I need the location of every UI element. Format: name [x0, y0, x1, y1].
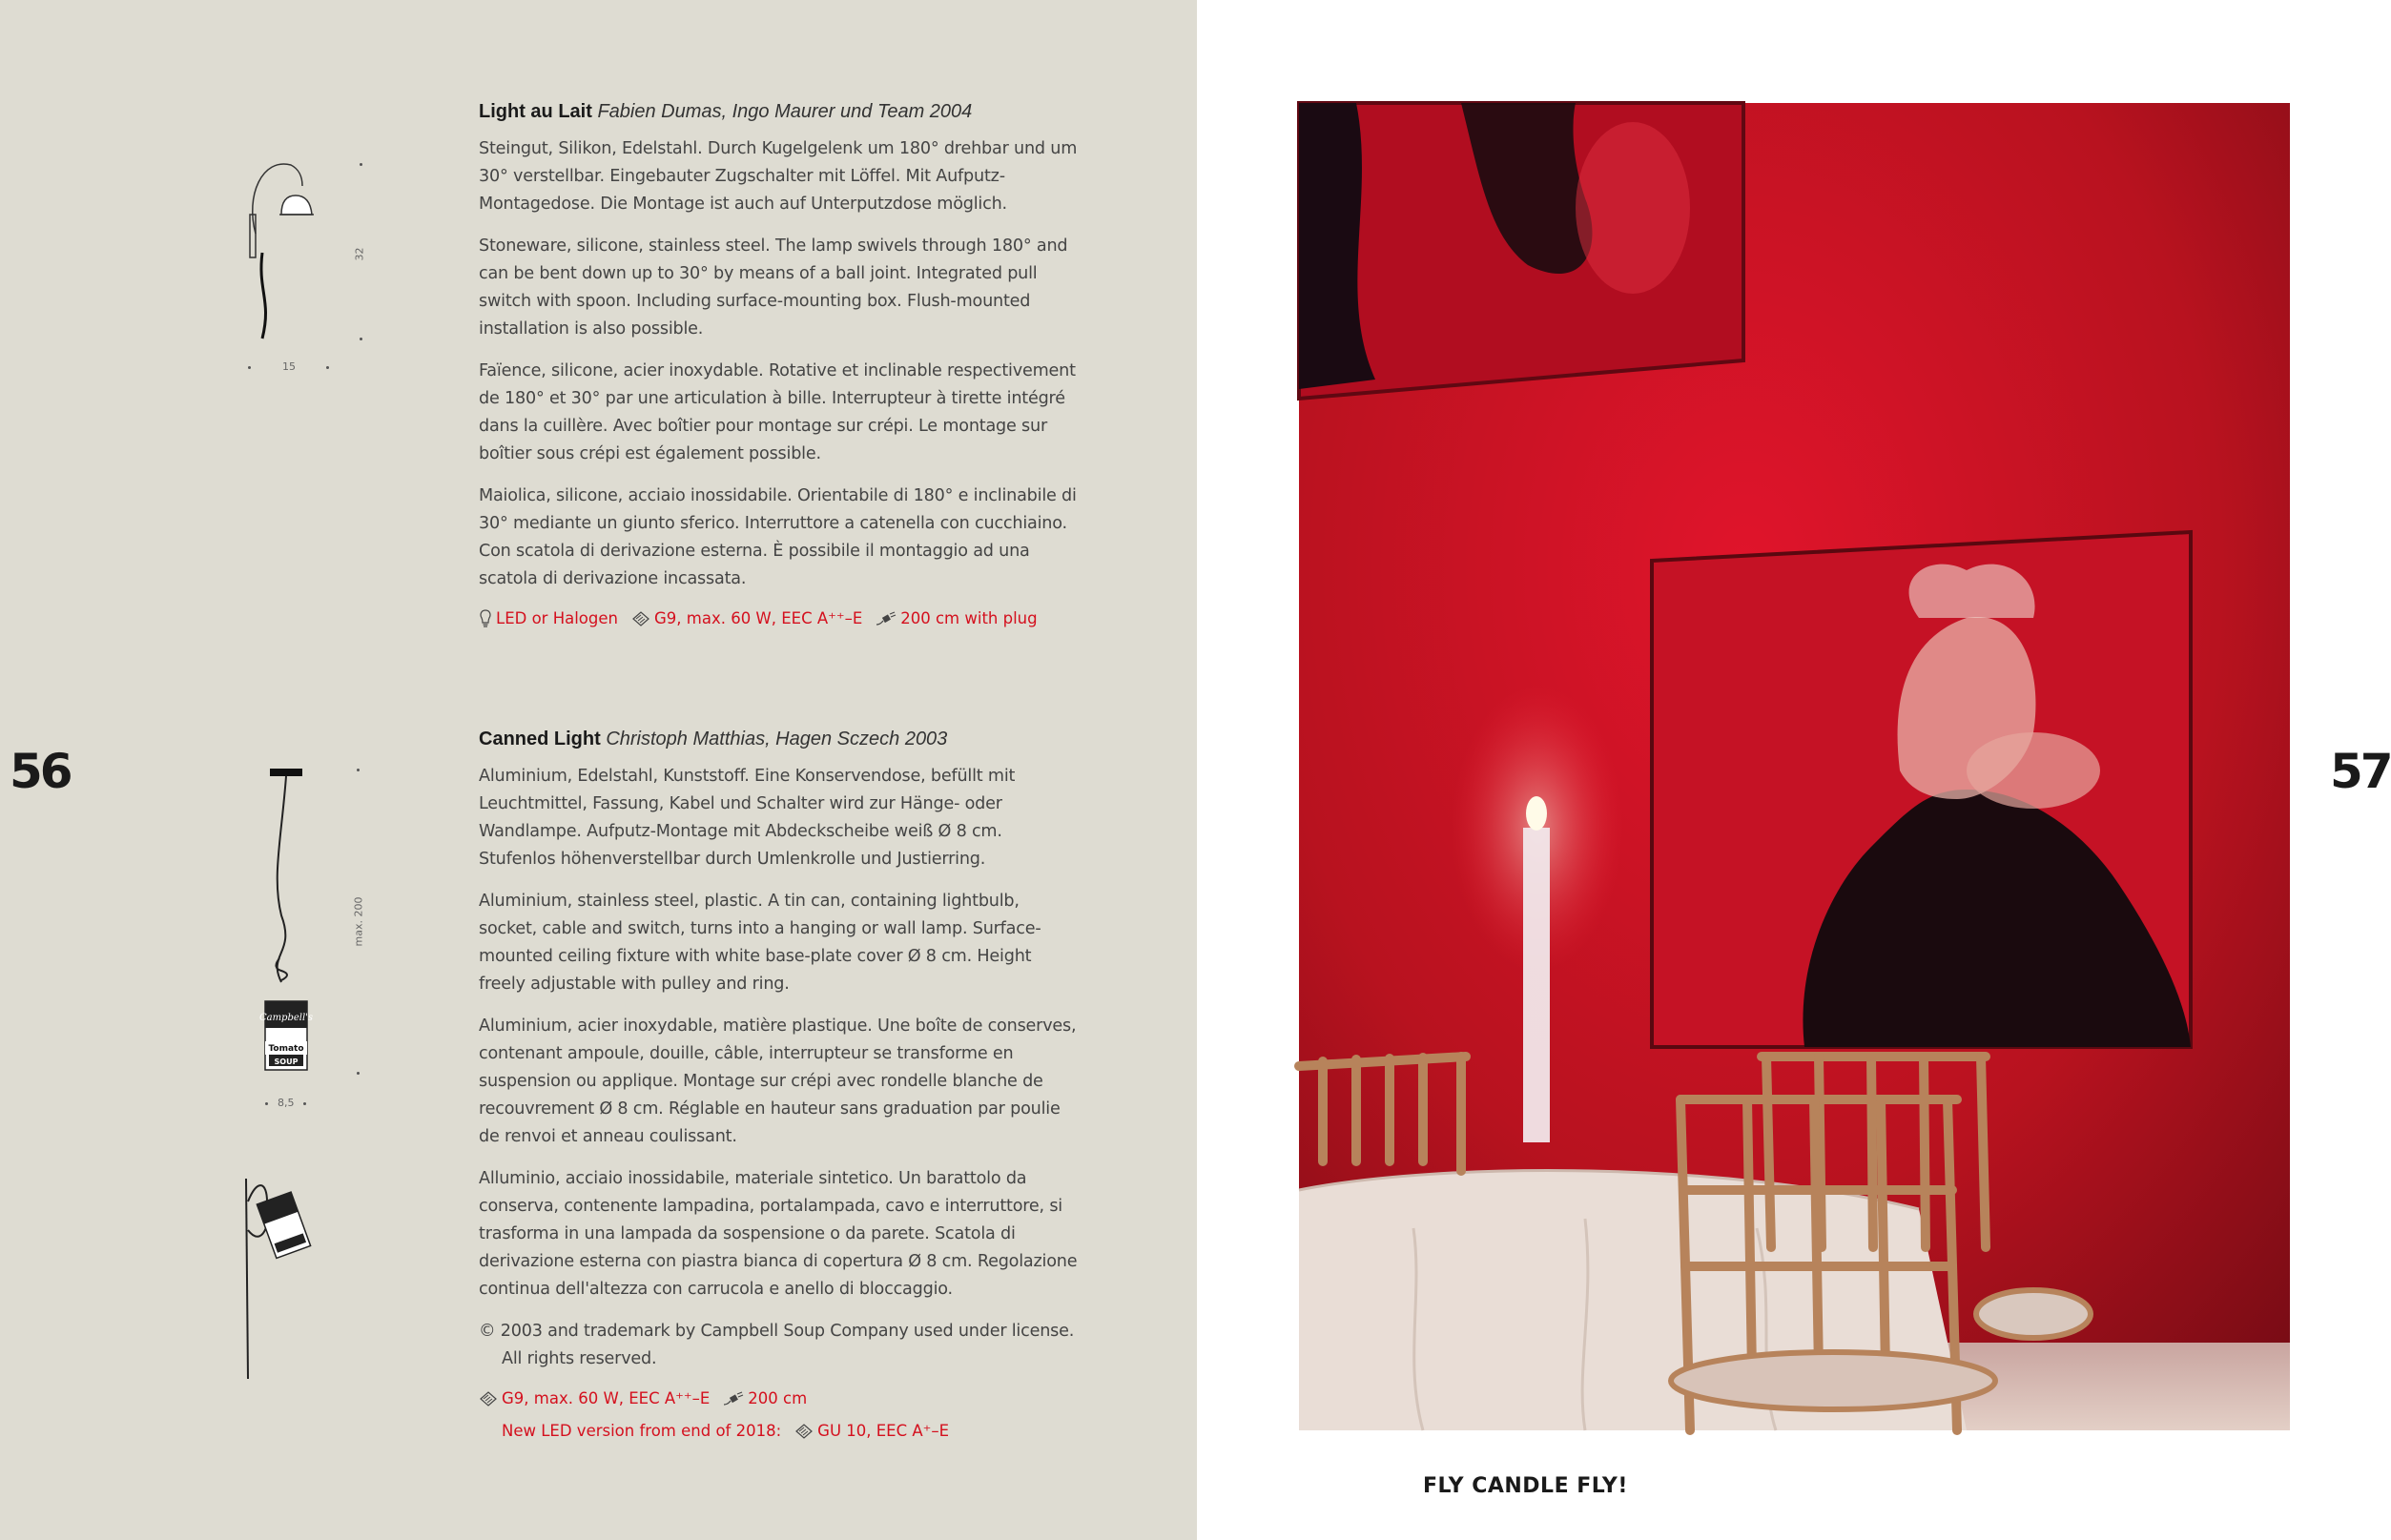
dim-dot: [303, 1102, 306, 1105]
product-entry-canned-light: [479, 727, 1082, 1443]
description-en: Aluminium, stainless steel, plastic. A tin can, containing lightbulb, socket, cable and switch, turns into a hanging or wall lamp. Surface-mounted ceiling fixture with white base-plate cover Ø 8 cm. Height freely adjustable with pulley and ring.: [479, 892, 1041, 994]
bulb-icon: [479, 609, 492, 628]
spec-led-socket: [794, 1420, 949, 1443]
dimension-width: 8,5: [278, 1097, 295, 1109]
spec-led-line: [479, 1420, 1082, 1443]
spec-led-socket-text: GU 10, EEC A⁺–E: [817, 1422, 950, 1440]
spec-cable: [876, 607, 1037, 630]
description-de: Steingut, Silikon, Edelstahl. Durch Kugelgelenk um 180° drehbar und um 30° verstellbar. Eingebauter Zugschalter mit Löffel. Mit Aufputz-Montagedose. Die Montage ist auch auf Unterputzdose möglich.: [479, 139, 1078, 214]
socket-icon: [794, 1423, 814, 1440]
copyright-note: © 2003 and trademark by Campbell Soup Company used under license. All rights reserved.: [479, 1322, 1075, 1368]
spec-line: [479, 607, 1082, 630]
product-designers: Christoph Matthias, Hagen Sczech 2003: [606, 729, 948, 749]
can-label-top: Campbell's: [258, 1013, 314, 1023]
spec-socket: [631, 607, 862, 630]
photo-caption: FLY CANDLE FLY!: [1423, 1474, 1628, 1498]
description-de: Aluminium, Edelstahl, Kunststoff. Eine Konservendose, befüllt mit Leuchtmittel, Fassung, Kabel und Schalter wird zur Hänge- oder Wandlampe. Aufputz-Montage mit Abdeckscheibe weiß Ø 8 cm. Stufenlos höhenverstellbar durch Umlenkrolle und Justierring.: [479, 767, 1016, 869]
description-it: Alluminio, acciaio inossidabile, materiale sintetico. Un barattolo da conserva, contenente lampadina, portalampada, cavo e interruttore, si trasforma in una lampada da sospensione o da parete. Scatola di derivazione esterna con piastra bianca di copertura Ø 8 cm. Regolazione continua dell'altezza con carrucola e anello di bloccaggio.: [479, 1169, 1078, 1299]
spec-lamp-text: LED or Halogen: [496, 609, 618, 627]
page-number-right: 57: [2330, 744, 2391, 799]
product-title-line: [479, 727, 1082, 751]
dimension-height: 32: [353, 247, 366, 261]
can-label-mid: Tomato: [268, 1044, 304, 1054]
dimension-width: 15: [282, 360, 296, 373]
spec-socket-text: G9, max. 60 W, EEC A⁺⁺–E: [502, 1389, 711, 1407]
description-it: Maiolica, silicone, acciaio inossidabile. Orientabile di 180° e inclinabile di 30° mediante un giunto sferico. Interruttore a catenella con cucchiaino. Con scatola di derivazione esterna. È possibile il montaggio ad una scatola di derivazione incassata.: [479, 486, 1077, 588]
spec-cable-text: 200 cm with plug: [900, 609, 1038, 627]
product-designers: Fabien Dumas, Ingo Maurer und Team 2004: [597, 101, 973, 122]
light-au-lait-drawing: [243, 157, 329, 348]
description-fr: Aluminium, acier inoxydable, matière plastique. Une boîte de conserves, contenant ampoule, douille, câble, interrupteur se transforme en suspension ou applique. Montage sur crépi avec rondelle blanche de recouvrement Ø 8 cm. Réglable en hauteur sans graduation par poulie de renvoi et anneau coulissant.: [479, 1016, 1077, 1146]
spec-line: [479, 1387, 1082, 1410]
product-title: Light au Lait: [479, 101, 592, 122]
plug-icon: [876, 611, 897, 626]
page-number-left: 56: [10, 744, 71, 799]
description-en: Stoneware, silicone, stainless steel. The lamp swivels through 180° and can be bent down up to 30° by means of a ball joint. Integrated pull switch with spoon. Including surface-mounting box. Flush-mounted installation is also possible.: [479, 236, 1068, 339]
can-label-bot: SOUP: [274, 1057, 299, 1066]
dim-dot: [360, 338, 362, 340]
dim-dot: [357, 769, 360, 771]
spec-cable-text: 200 cm: [748, 1389, 808, 1407]
plug-icon: [723, 1391, 744, 1407]
product-title-line: [479, 99, 1082, 124]
product-entry-light-au-lait: [479, 99, 1082, 630]
description-fr: Faïence, silicone, acier inoxydable. Rotative et inclinable respectivement de 180° et 30° par une articulation à bille. Interrupteur à tirette intégré dans la cuillère. Avec boîtier pour montage sur crépi. Le montage sur boîtier sous crépi est également possible.: [479, 361, 1076, 463]
canned-light-wall-drawing: [238, 1173, 334, 1383]
dim-dot: [360, 163, 362, 166]
socket-icon: [479, 1390, 498, 1407]
dim-dot: [248, 366, 251, 369]
product-title: Canned Light: [479, 729, 601, 749]
interior-photo: [1299, 103, 2290, 1430]
dim-dot: [357, 1072, 360, 1075]
spec-led-note-text: New LED version from end of 2018:: [502, 1422, 782, 1440]
spec-lamp: [479, 607, 618, 630]
dim-dot: [265, 1102, 268, 1105]
dim-dot: [326, 366, 329, 369]
spec-cable: [723, 1387, 807, 1410]
canned-light-hanging-drawing: [253, 763, 319, 1078]
spec-socket-text: G9, max. 60 W, EEC A⁺⁺–E: [653, 609, 863, 627]
socket-icon: [631, 610, 650, 627]
dimension-height: max. 200: [352, 896, 365, 947]
spec-socket: [479, 1387, 710, 1410]
spec-led-note: [502, 1420, 781, 1443]
